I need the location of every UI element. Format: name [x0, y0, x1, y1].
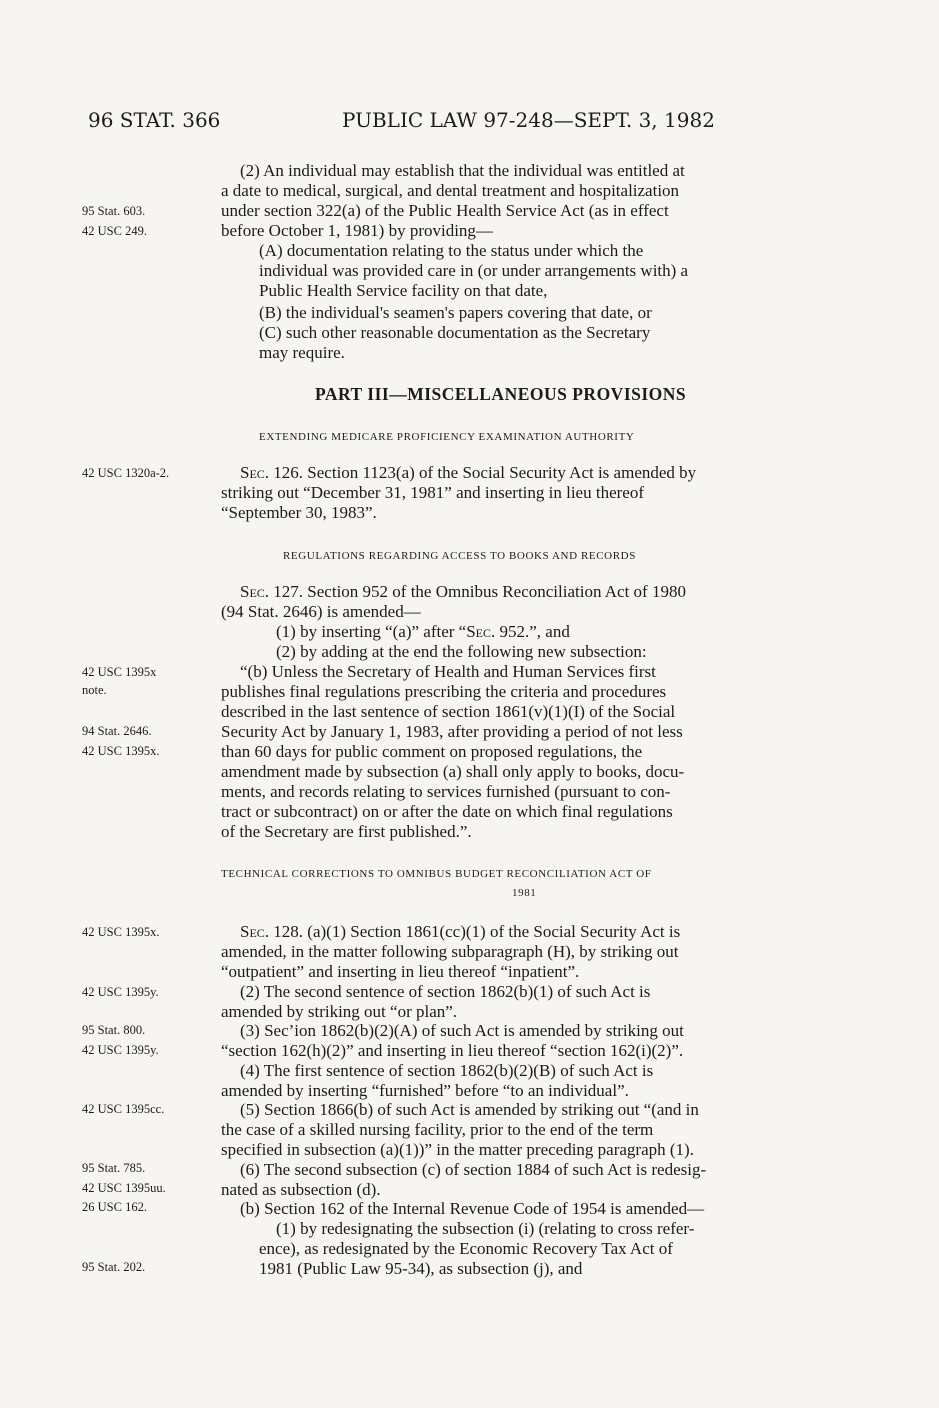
- sec-128-line: the case of a skilled nursing facility, prior to the end of the term: [221, 1120, 654, 1139]
- sec-126-text: 126. Section 1123(a) of the Social Security Act is amended by: [269, 463, 697, 482]
- quoted-line: tract or subcontract) on or after the date on which final regulations: [221, 802, 673, 821]
- subpara-c-line: (C) such other reasonable documentation as the Secretary: [259, 323, 651, 342]
- sec-label: Sec.: [466, 622, 496, 641]
- sec-127-line: [240, 582, 841, 603]
- quoted-line: Security Act by January 1, 1983, after providing a period of not less: [221, 722, 683, 741]
- sec-128-line: (2) The second sentence of section 1862(b)(1) of such Act is: [240, 982, 651, 1001]
- sec-128-line: nated as subsection (d).: [221, 1180, 381, 1199]
- quoted-line: ments, and records relating to services furnished (pursuant to con-: [221, 782, 671, 801]
- sec-127-item-2: (2) by adding at the end the following new subsection:: [276, 642, 647, 661]
- margin-note: 95 Stat. 800.: [82, 1023, 146, 1037]
- subpara-a-line: (A) documentation relating to the status under which the: [259, 241, 644, 260]
- sec-126-line: “September 30, 1983”.: [221, 503, 377, 522]
- sec-128-line: (3) Sec’ion 1862(b)(2)(A) of such Act is amended by striking out: [240, 1021, 684, 1040]
- item-1-post: 952.”, and: [495, 622, 570, 641]
- sec-128-line: (5) Section 1866(b) of such Act is amended by striking out “(and in: [240, 1100, 699, 1119]
- item-1-pre: (1) by inserting “(a)” after “: [276, 622, 467, 641]
- margin-note: 42 USC 1395y.: [82, 1043, 159, 1057]
- margin-note: 95 Stat. 603.: [82, 204, 146, 218]
- quoted-line: than 60 days for public comment on proposed regulations, the: [221, 742, 643, 761]
- margin-note: 26 USC 162.: [82, 1200, 147, 1214]
- page-number-header: 96 STAT. 366: [88, 108, 221, 132]
- part-heading: PART III—MISCELLANEOUS PROVISIONS: [315, 384, 687, 404]
- margin-note: note.: [82, 683, 107, 697]
- margin-note: 42 USC 1395x: [82, 665, 157, 679]
- margin-note: 94 Stat. 2646.: [82, 724, 152, 738]
- sec-label: Sec.: [240, 922, 270, 941]
- section-heading-127: REGULATIONS REGARDING ACCESS TO BOOKS AND RECORDS: [283, 550, 636, 562]
- quoted-line: publishes final regulations prescribing the criteria and procedures: [221, 682, 667, 701]
- section-heading-128: TECHNICAL CORRECTIONS TO OMNIBUS BUDGET RECONCILIATION ACT OF: [221, 868, 652, 880]
- sec-127-line: (94 Stat. 2646) is amended—: [221, 602, 421, 621]
- margin-note: 95 Stat. 202.: [82, 1260, 146, 1274]
- sec-128-line: “section 162(h)(2)” and inserting in lieu thereof “section 162(i)(2)”.: [221, 1041, 684, 1060]
- subpara-a-line: Public Health Service facility on that date,: [259, 281, 548, 300]
- sec-128-line: 1981 (Public Law 95-34), as subsection (j), and: [259, 1259, 583, 1278]
- sec-128-text: 128. (a)(1) Section 1861(cc)(1) of the Social Security Act is: [269, 922, 681, 941]
- para-2-line: under section 322(a) of the Public Health Service Act (as in effect: [221, 201, 669, 220]
- subpara-b: (B) the individual's seamen's papers covering that date, or: [259, 303, 652, 322]
- quoted-line: amendment made by subsection (a) shall only apply to books, docu-: [221, 762, 685, 781]
- sec-127-item-1: [276, 622, 841, 643]
- sec-126-line: [240, 463, 841, 484]
- margin-note: 42 USC 1395x.: [82, 925, 160, 939]
- running-title: PUBLIC LAW 97-248—SEPT. 3, 1982: [342, 108, 715, 132]
- sec-128-line: (4) The first sentence of section 1862(b)(2)(B) of such Act is: [240, 1061, 654, 1080]
- sec-126-line: striking out “December 31, 1981” and inserting in lieu thereof: [221, 483, 644, 502]
- margin-note: 42 USC 1395y.: [82, 985, 159, 999]
- para-2-line: a date to medical, surgical, and dental treatment and hospitalization: [221, 181, 680, 200]
- para-2-line: before October 1, 1981) by providing—: [221, 221, 493, 240]
- para-2-line: (2) An individual may establish that the individual was entitled at: [240, 161, 685, 180]
- sec-128-line: amended by inserting “furnished” before “to an individual”.: [221, 1081, 629, 1100]
- margin-note: 42 USC 1395x.: [82, 744, 160, 758]
- sec-128-line: specified in subsection (a)(1))” in the matter preceding paragraph (1).: [221, 1140, 694, 1159]
- margin-note: 95 Stat. 785.: [82, 1161, 146, 1175]
- sec-label: Sec.: [240, 582, 270, 601]
- margin-note: 42 USC 1395cc.: [82, 1102, 165, 1116]
- sec-128-line: ence), as redesignated by the Economic Recovery Tax Act of: [259, 1239, 673, 1258]
- quoted-line: “(b) Unless the Secretary of Health and Human Services first: [240, 662, 656, 681]
- quoted-line: of the Secretary are first published.”.: [221, 822, 472, 841]
- sec-128-line: [240, 922, 841, 943]
- sec-128-line: (6) The second subsection (c) of section 1884 of such Act is redesig-: [240, 1160, 707, 1179]
- subpara-a-line: individual was provided care in (or under arrangements with) a: [259, 261, 689, 280]
- sec-128-line: (1) by redesignating the subsection (i) (relating to cross refer-: [276, 1219, 695, 1238]
- margin-note: 42 USC 1395uu.: [82, 1181, 166, 1195]
- quoted-line: described in the last sentence of section 1861(v)(1)(I) of the Social: [221, 702, 676, 721]
- sec-127-text: 127. Section 952 of the Omnibus Reconciliation Act of 1980: [269, 582, 686, 601]
- sec-128-line: amended by striking out “or plan”.: [221, 1002, 458, 1021]
- margin-note: 42 USC 249.: [82, 224, 147, 238]
- sec-128-line: “outpatient” and inserting in lieu thereof “inpatient”.: [221, 962, 580, 981]
- sec-label: Sec.: [240, 463, 270, 482]
- margin-note: 42 USC 1320a-2.: [82, 466, 170, 480]
- section-heading-128: 1981: [512, 887, 537, 899]
- section-heading-126: EXTENDING MEDICARE PROFICIENCY EXAMINATION AUTHORITY: [259, 431, 635, 443]
- subpara-c-line: may require.: [259, 343, 345, 362]
- sec-128-line: amended, in the matter following subparagraph (H), by striking out: [221, 942, 679, 961]
- sec-128-line: (b) Section 162 of the Internal Revenue Code of 1954 is amended—: [240, 1199, 705, 1218]
